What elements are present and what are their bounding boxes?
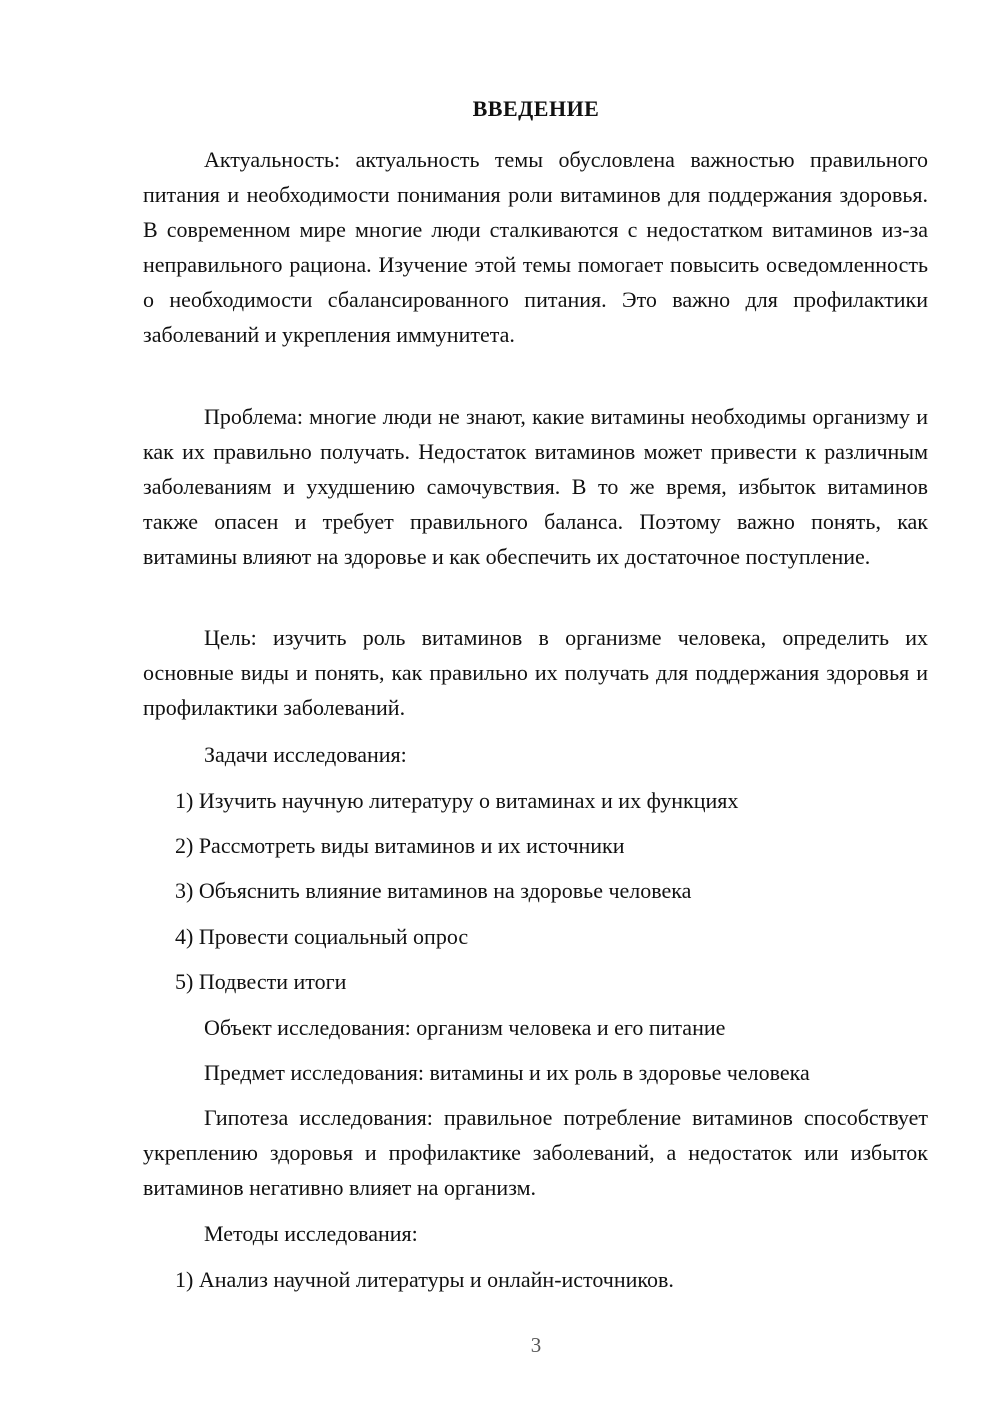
subject-line: Предмет исследования: витамины и их роль в здоровье человека (204, 1060, 810, 1085)
tasks-title: Задачи исследования: (204, 742, 407, 767)
task-item: 2) Рассмотреть виды витаминов и их источники (175, 833, 625, 858)
task-item: 5) Подвести итоги (175, 969, 347, 994)
relevance-paragraph: Актуальность: актуальность темы обусловлена важностью правильного питания и необходимости понимания роли витаминов для поддержания здоровья. В современном мире многие люди сталкиваются с недостатком витаминов из-за неправильного рациона. Изучение этой темы помогает повысить осведомленность о необходимости сбалансированного питания. Это важно для профилактики заболеваний и укрепления иммунитета. (143, 147, 928, 347)
goal-paragraph: Цель: изучить роль витаминов в организме человека, определить их основные виды и понять, как правильно их получать для поддержания здоровья и профилактики заболеваний. (143, 625, 928, 720)
task-item: 4) Провести социальный опрос (175, 924, 469, 949)
problem-paragraph: Проблема: многие люди не знают, какие витамины необходимы организму и как их правильно получать. Недостаток витаминов может привести к различным заболеваниям и ухудшению самочувствия. В то же время, избыток витаминов также опасен и требует правильного баланса. Поэтому важно понять, как витамины влияют на здоровье и как обеспечить их достаточное поступление. (143, 404, 928, 569)
methods-title: Методы исследования: (204, 1221, 418, 1246)
task-item: 3) Объяснить влияние витаминов на здоровье человека (175, 878, 692, 903)
task-item: 1) Изучить научную литературу о витаминах и их функциях (175, 788, 739, 813)
hypothesis-paragraph: Гипотеза исследования: правильное потребление витаминов способствует укреплению здоровья и профилактике заболеваний, а недостаток или избыток витаминов негативно влияет на организм. (143, 1105, 928, 1200)
page-title: ВВЕДЕНИЕ (472, 96, 600, 121)
object-line: Объект исследования: организм человека и его питание (204, 1015, 726, 1040)
method-item: 1) Анализ научной литературы и онлайн-источников. (175, 1267, 674, 1292)
page-number: 3 (530, 1333, 542, 1357)
